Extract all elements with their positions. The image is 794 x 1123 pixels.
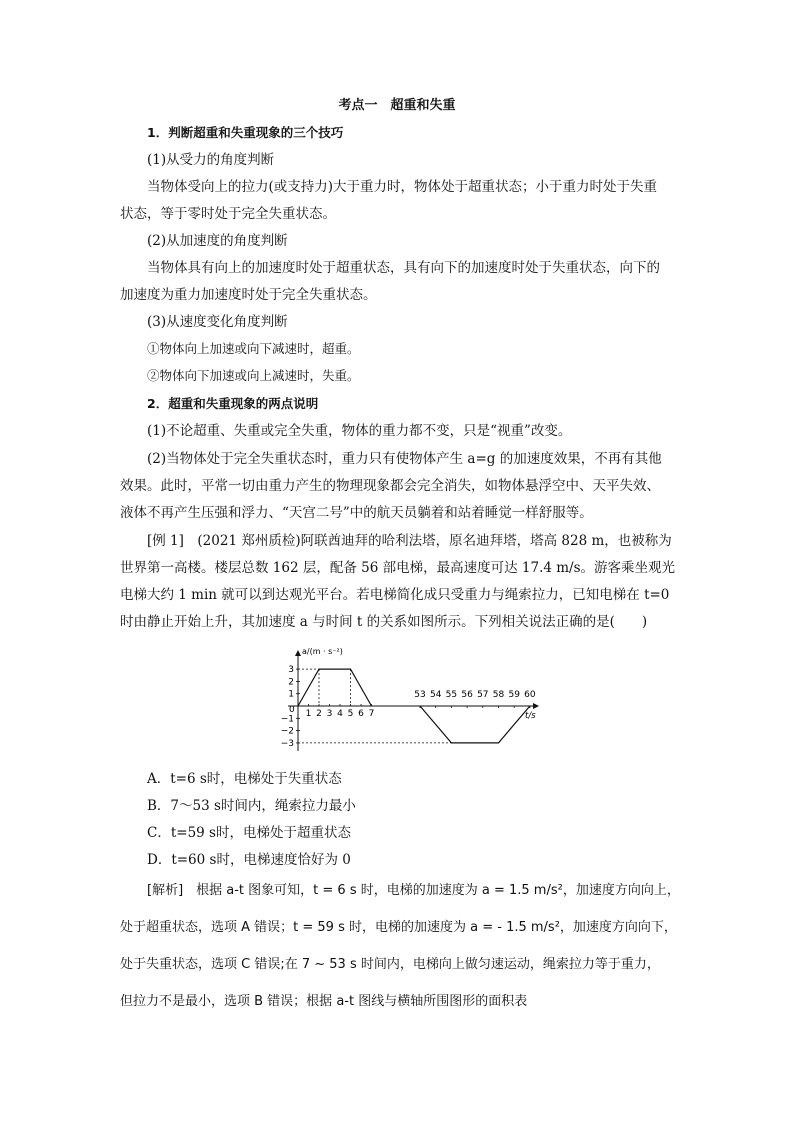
s2-paragraph-2-line-1: (2)当物体处于完全失重状态时，重力只有使物体产生 a=g 的加速度效果，不再有其他 bbox=[147, 451, 662, 467]
x-tick-label: 60 bbox=[524, 690, 536, 700]
series-line-segment-1 bbox=[298, 669, 372, 706]
x-tick-label: 58 bbox=[492, 690, 505, 700]
x-tick-label: 4 bbox=[337, 709, 343, 719]
option-b: B．7～53 s时间内，绳索拉力最小 bbox=[147, 798, 356, 814]
s1-paragraph-1-line-2: 状态，等于零时处于完全失重状态。 bbox=[120, 206, 336, 222]
y-tick-label: −3 bbox=[280, 738, 294, 749]
x-tick-label: 54 bbox=[429, 690, 442, 700]
x-tick-label: 6 bbox=[358, 709, 364, 719]
s1-paragraph-2-line-2: 加速度为重力加速度时处于完全失重状态。 bbox=[120, 287, 377, 303]
y-tick-label: 2 bbox=[288, 677, 294, 688]
x-tick-label: 3 bbox=[326, 709, 333, 719]
y-tick-label: −1 bbox=[280, 714, 294, 725]
x-tick-label: 59 bbox=[508, 690, 520, 700]
analysis-line-2: 处于超重状态，选项 A 错误；t = 59 s 时，电梯的加速度为 a = - 1.5 m/s²，加速度方向向下， bbox=[120, 920, 677, 935]
y-tick-label: 1 bbox=[288, 689, 294, 700]
x-tick-label: 55 bbox=[445, 690, 458, 700]
s1-subtitle-2: (2)从加速度的角度判断 bbox=[147, 233, 288, 249]
series-line-segment-2 bbox=[420, 706, 530, 743]
y-tick-label: 3 bbox=[288, 665, 294, 676]
section-2-heading: 2．超重和失重现象的两点说明 bbox=[147, 396, 319, 411]
x-tick-label: 5 bbox=[347, 709, 354, 719]
analysis-line-3: 处于失重状态，选项 C 错误;在 7 ~ 53 s 时间内，电梯向上做匀速运动，绳索拉力等于重力， bbox=[120, 957, 660, 972]
x-tick-label: 1 bbox=[305, 709, 312, 719]
s1-paragraph-3-line-2: ②物体向下加速或向上减速时，失重。 bbox=[147, 368, 360, 383]
section-1-heading: 1．判断超重和失重现象的三个技巧 bbox=[147, 125, 344, 140]
option-d: D．t=60 s时，电梯速度恰好为 0 bbox=[147, 852, 351, 868]
analysis-line-4: 但拉力不是最小，选项 B 错误；根据 a-t 图线与横轴所围图形的面积表 bbox=[120, 994, 528, 1009]
s1-paragraph-2-line-1: 当物体具有向上的加速度时处于超重状态，具有向下的加速度时处于失重状态，向下的 bbox=[147, 260, 660, 276]
origin-label: 0 bbox=[289, 705, 295, 715]
s2-paragraph-2-line-3: 液体不再产生压强和浮力、“天宫二号”中的航天员躺着和站着睡觉一样舒服等。 bbox=[120, 505, 593, 521]
s1-paragraph-1-line-1: 当物体受向上的拉力(或支持力)大于重力时，物体处于超重状态；小于重力时处于失重 bbox=[147, 179, 658, 195]
x-tick-label: 2 bbox=[316, 709, 322, 719]
s1-subtitle-3: (3)从速度变化角度判断 bbox=[147, 314, 288, 330]
s2-paragraph-2-line-2: 效果。此时，平常一切由重力产生的物理现象都会完全消失，如物体悬浮空中、天平失效、 bbox=[120, 478, 660, 494]
example-line-3: 电梯大约 1 min 就可以到达观光平台。若电梯简化成只受重力与绳索拉力，已知电梯在 t=0 bbox=[120, 587, 670, 603]
y-tick-label: −2 bbox=[280, 726, 294, 737]
analysis-line-1: [解析] 根据 a-t 图象可知，t = 6 s 时，电梯的加速度为 a = 1.5 m/s²，加速度方向向上， bbox=[147, 883, 680, 898]
s1-paragraph-3-line-1: ①物体向上加速或向下减速时，超重。 bbox=[147, 341, 360, 356]
s1-subtitle-1: (1)从受力的角度判断 bbox=[147, 152, 275, 168]
page-title: 考点一 超重和失重 bbox=[338, 98, 456, 113]
example-line-2: 世界第一高楼。楼层总数 162 层，配备 56 部电梯，最高速度可达 17.4 m/s。游客乘坐观光 bbox=[120, 560, 676, 576]
y-axis-label: a/(m · s⁻²) bbox=[302, 647, 343, 656]
s2-paragraph-1: (1)不论超重、失重或完全失重，物体的重力都不变，只是“视重”改变。 bbox=[147, 423, 572, 439]
x-axis-label: t/s bbox=[525, 711, 536, 721]
acceleration-time-chart bbox=[280, 643, 550, 755]
x-tick-label: 7 bbox=[368, 709, 375, 719]
option-c: C．t=59 s时，电梯处于超重状态 bbox=[147, 825, 351, 841]
option-a: A．t=6 s时，电梯处于失重状态 bbox=[147, 771, 342, 787]
x-tick-label: 53 bbox=[414, 690, 426, 700]
example-line-4: 时由静止开始上升，其加速度 a 与时间 t 的关系如图所示。下列相关说法正确的是( ) bbox=[120, 614, 648, 630]
example-line-1: [例 1] (2021 郑州质检)阿联酋迪拜的哈利法塔，原名迪拜塔，塔高 828 m，也被称为 bbox=[147, 533, 672, 549]
x-tick-label: 56 bbox=[461, 690, 473, 700]
x-tick-label: 57 bbox=[477, 690, 489, 700]
